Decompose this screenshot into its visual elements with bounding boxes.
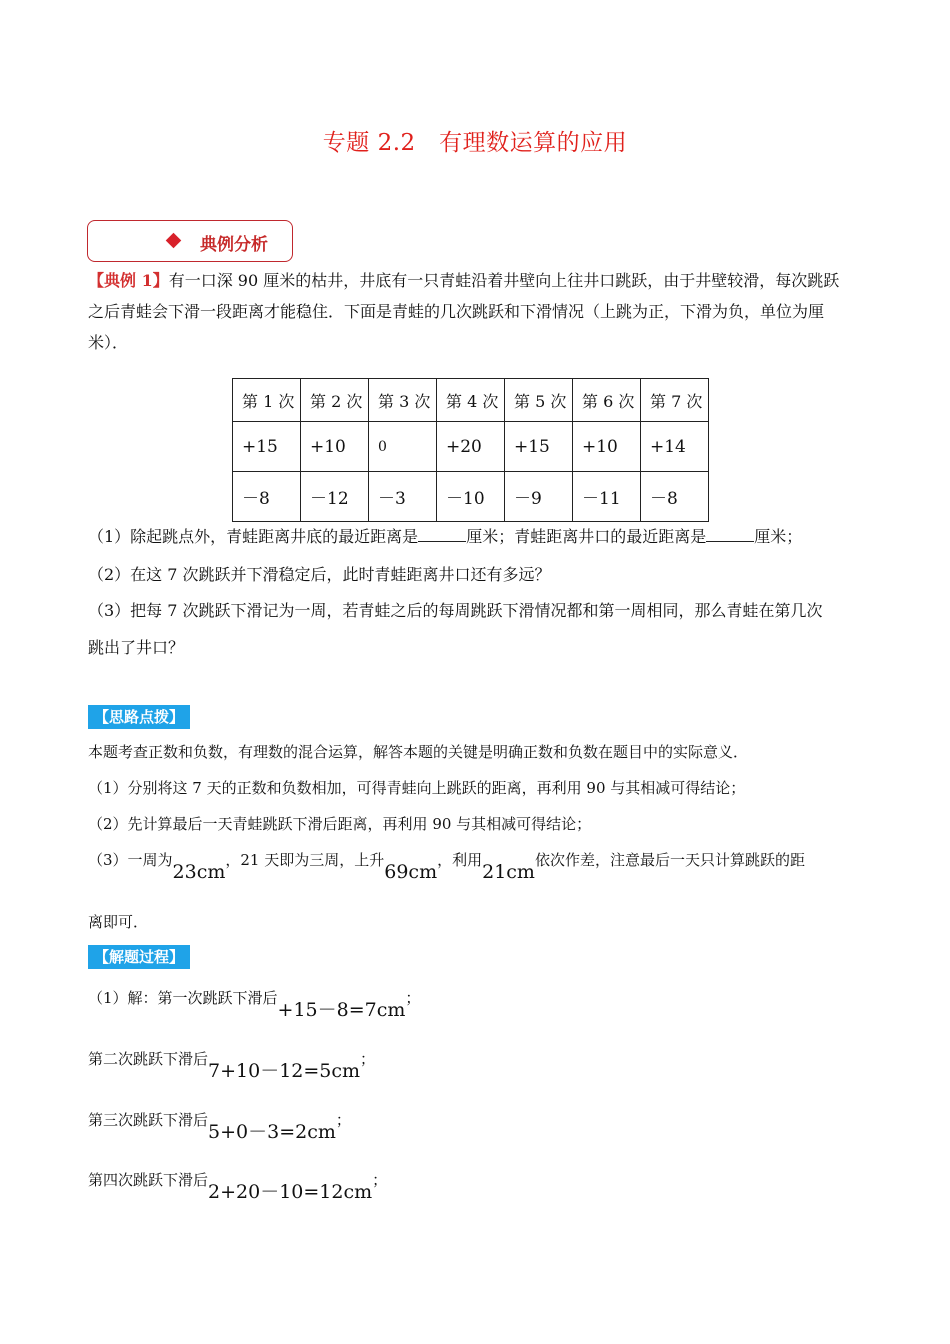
math-expression: 2+20－10=12cm (208, 1181, 373, 1203)
hint-point-3 (88, 848, 805, 883)
question-3 (88, 595, 863, 670)
q1-text-a: （1）除起跳点外，青蛙距离井底的最近距离是 (88, 527, 419, 546)
math-expression: 23cm (172, 861, 226, 883)
solution-tag: 【解题过程】 (88, 945, 190, 969)
step-sep: ； (360, 1050, 376, 1068)
table-header-cell: 第 7 次 (641, 379, 709, 422)
table-header-cell: 第 3 次 (369, 379, 437, 422)
step-sep: ； (335, 1111, 351, 1129)
example-line-1: 有一口深 90 厘米的枯井，井底有一只青蛙沿着井壁向上往井口跳跃，由于井壁较滑，每次跳跃 (168, 271, 840, 290)
q1-text-b: 厘米；青蛙距离井口的最近距离是 (466, 527, 707, 546)
table-header-cell: 第 6 次 (573, 379, 641, 422)
math-expression: 7+10－12=5cm (208, 1060, 361, 1082)
solution-tag-wrap (88, 946, 190, 967)
section-badge (87, 220, 293, 262)
hint-point-2: （2）先计算最后一天青蛙跳跃下滑后距离，再利用 90 与其相减可得结论； (88, 815, 592, 833)
math-expression: 5+0－3=2cm (208, 1121, 336, 1143)
table-cell: +10 (301, 422, 369, 472)
question-1 (88, 521, 863, 552)
question-2: （2）在这 7 次跳跃并下滑稳定后，此时青蛙距离井口还有多远？ (88, 565, 551, 584)
step-text: 第四次跳跃下滑后 (88, 1171, 209, 1189)
math-expression: 69cm (384, 861, 438, 883)
table-cell: －8 (641, 472, 709, 522)
solution-step-1 (88, 982, 421, 1021)
answer-blank (706, 540, 754, 542)
table-row (233, 472, 709, 522)
diamond-icon (166, 233, 182, 249)
table-header-cell: 第 2 次 (301, 379, 369, 422)
table-cell: －10 (437, 472, 505, 522)
example-tag: 【典例 1】 (88, 271, 169, 290)
table-cell: +20 (437, 422, 505, 472)
table-cell: －11 (573, 472, 641, 522)
solution-step-4 (88, 1164, 388, 1203)
q3-line-2: 跳出了井口？ (88, 638, 185, 657)
table-cell: +15 (233, 422, 301, 472)
step-text: （1）解：第一次跳跃下滑后 (88, 989, 278, 1007)
hint-point-1: （1）分别将这 7 天的正数和负数相加，可得青蛙向上跳跃的距离，再利用 90 与其相减可得结论； (88, 779, 746, 797)
table-header-cell: 第 5 次 (505, 379, 573, 422)
example-text (88, 265, 863, 358)
hint-intro: 本题考查正数和负数，有理数的混合运算，解答本题的关键是明确正数和负数在题目中的实际意义． (88, 743, 749, 761)
hint-p3-text: 依次作差，注意最后一天只计算跳跃的距 (534, 851, 805, 869)
step-sep: ； (372, 1171, 388, 1189)
table-cell: －9 (505, 472, 573, 522)
hint-p3-text: ，21 天即为三周，上升 (225, 851, 385, 869)
hint-p3-text: （3）一周为 (88, 851, 173, 869)
q3-line-1: （3）把每 7 次跳跃下滑记为一周，若青蛙之后的每周跳跃下滑情况都和第一周相同，那么青蛙在第几次 (88, 601, 823, 620)
step-sep: ； (405, 989, 421, 1007)
answer-blank (418, 540, 466, 542)
step-text: 第三次跳跃下滑后 (88, 1111, 209, 1129)
solution-step-2 (88, 1043, 376, 1082)
table-cell: －3 (369, 472, 437, 522)
table-header-cell: 第 1 次 (233, 379, 301, 422)
section-badge-label: 典例分析 (200, 235, 268, 255)
table-cell: 0 (369, 422, 437, 472)
step-text: 第二次跳跃下滑后 (88, 1050, 209, 1068)
hint-tag: 【思路点拨】 (88, 705, 190, 729)
q1-text-c: 厘米； (754, 527, 803, 546)
table-cell: －12 (301, 472, 369, 522)
math-expression: 21cm (482, 861, 535, 883)
hint-tag-wrap (88, 706, 190, 727)
solution-step-3 (88, 1104, 351, 1143)
table-header-row (233, 379, 709, 422)
jump-table (232, 378, 709, 522)
table-cell: +15 (505, 422, 573, 472)
table-header-cell: 第 4 次 (437, 379, 505, 422)
example-line-3: 米）． (88, 333, 129, 352)
table-cell: +10 (573, 422, 641, 472)
page-title: 专题 2.2 有理数运算的应用 (322, 130, 628, 156)
table-cell: －8 (233, 472, 301, 522)
table-row (233, 422, 709, 472)
math-expression: +15－8=7cm (277, 999, 406, 1021)
example-line-2: 之后青蛙会下滑一段距离才能稳住．下面是青蛙的几次跳跃和下滑情况（上跳为正，下滑为负，单位为厘 (88, 302, 825, 321)
table-cell: +14 (641, 422, 709, 472)
hint-p3-text: ，利用 (437, 851, 483, 869)
hint-point-3-line-2: 离即可． (88, 913, 149, 931)
